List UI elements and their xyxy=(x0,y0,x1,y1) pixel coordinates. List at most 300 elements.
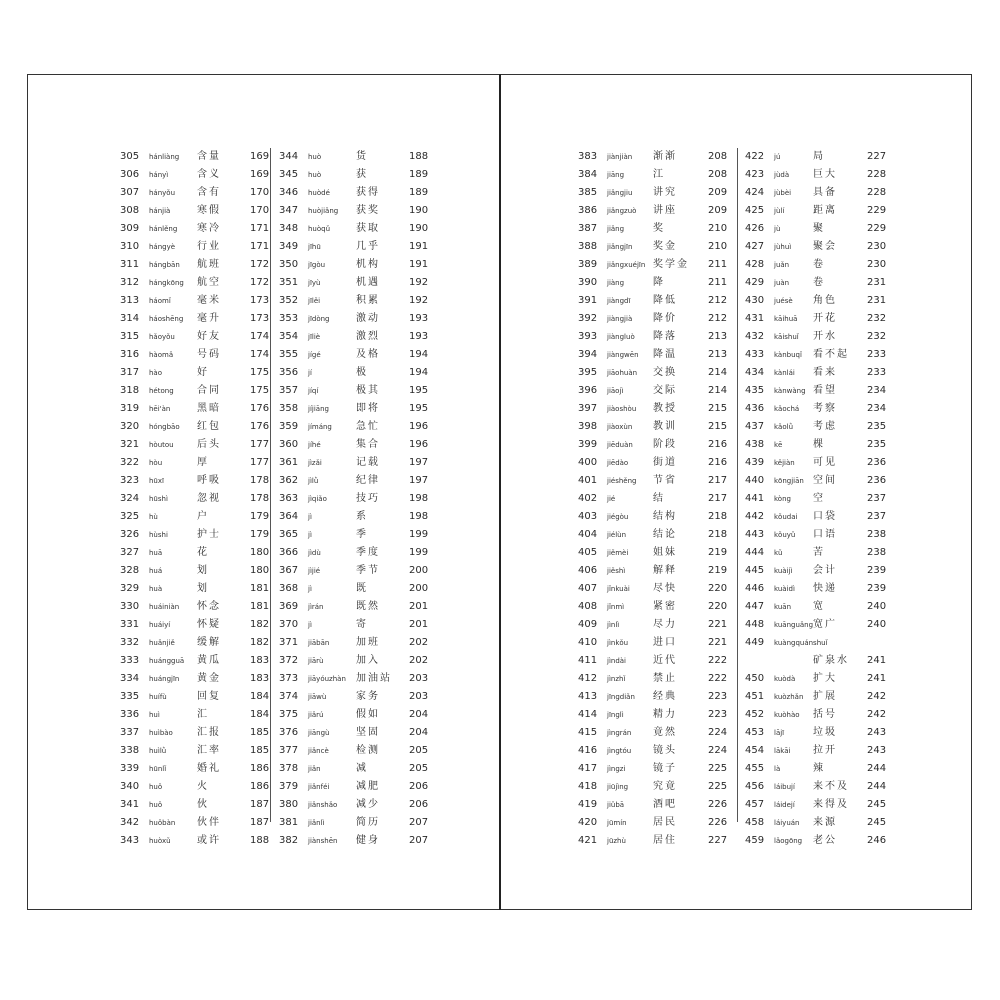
entry-number: 404 xyxy=(578,529,598,540)
entry-pinyin: jiànshēn xyxy=(308,837,338,845)
entry-pinyin: kuàidì xyxy=(774,585,795,593)
entry-pinyin: jiàng xyxy=(607,279,625,287)
entry-hanzi: 火 xyxy=(197,781,209,792)
entry-pinyin: jiǔbā xyxy=(607,801,625,809)
entry-pinyin: jié xyxy=(607,495,616,503)
entry-page: 219 xyxy=(708,565,728,576)
entry-number: 314 xyxy=(120,313,140,324)
entry-hanzi: 护士 xyxy=(197,529,221,540)
entry-page: 176 xyxy=(250,421,270,432)
entry-pinyin: hángkōng xyxy=(149,279,184,287)
entry-page: 238 xyxy=(867,529,887,540)
entry-page: 223 xyxy=(708,691,728,702)
entry-number: 379 xyxy=(279,781,299,792)
entry-hanzi: 矿泉水 xyxy=(813,655,849,666)
entry-number: 381 xyxy=(279,817,299,828)
entry-page: 244 xyxy=(867,781,887,792)
entry-page: 195 xyxy=(409,403,429,414)
entry-page: 220 xyxy=(708,583,728,594)
entry-number: 406 xyxy=(578,565,598,576)
entry-hanzi: 季度 xyxy=(356,547,380,558)
entry-pinyin: huò xyxy=(308,153,322,161)
entry-hanzi: 获奖 xyxy=(356,205,380,216)
entry-number: 398 xyxy=(578,421,598,432)
entry-number: 438 xyxy=(745,439,765,450)
entry-number: 362 xyxy=(279,475,299,486)
entry-page: 232 xyxy=(867,331,887,342)
entry-hanzi: 镜头 xyxy=(653,745,677,756)
entry-page: 232 xyxy=(867,313,887,324)
entry-number: 330 xyxy=(120,601,140,612)
entry-pinyin: jiūjìng xyxy=(607,783,629,791)
entry-number: 433 xyxy=(745,349,765,360)
entry-page: 178 xyxy=(250,475,270,486)
entry-hanzi: 降价 xyxy=(653,313,677,324)
entry-page: 223 xyxy=(708,709,728,720)
entry-page: 186 xyxy=(250,781,270,792)
entry-number: 312 xyxy=(120,277,140,288)
entry-pinyin: jiāohuàn xyxy=(607,369,638,377)
entry-page: 202 xyxy=(409,637,429,648)
entry-pinyin: kǒudai xyxy=(774,513,798,521)
entry-number: 401 xyxy=(578,475,598,486)
entry-number: 311 xyxy=(120,259,140,270)
entry-hanzi: 禁止 xyxy=(653,673,677,684)
entry-number: 383 xyxy=(578,151,598,162)
entry-hanzi: 家务 xyxy=(356,691,380,702)
entry-hanzi: 航空 xyxy=(197,277,221,288)
entry-hanzi: 健身 xyxy=(356,835,380,846)
entry-pinyin: huìbào xyxy=(149,729,173,737)
entry-number: 372 xyxy=(279,655,299,666)
entry-pinyin: hào xyxy=(149,369,163,377)
entry-pinyin: jìngtóu xyxy=(607,747,632,755)
entry-pinyin: kějiàn xyxy=(774,459,795,467)
entry-page: 203 xyxy=(409,673,429,684)
entry-number: 345 xyxy=(279,169,299,180)
entry-hanzi: 扩展 xyxy=(813,691,837,702)
entry-page: 230 xyxy=(867,259,887,270)
entry-hanzi: 开花 xyxy=(813,313,837,324)
entry-page: 227 xyxy=(708,835,728,846)
entry-pinyin: huòqǔ xyxy=(308,225,331,233)
entry-hanzi: 来不及 xyxy=(813,781,849,792)
entry-page: 181 xyxy=(250,583,270,594)
entry-number: 343 xyxy=(120,835,140,846)
entry-number: 347 xyxy=(279,205,299,216)
entry-hanzi: 回复 xyxy=(197,691,221,702)
entry-hanzi: 进口 xyxy=(653,637,677,648)
entry-hanzi: 获得 xyxy=(356,187,380,198)
entry-hanzi: 行业 xyxy=(197,241,221,252)
entry-hanzi: 街道 xyxy=(653,457,677,468)
entry-hanzi: 考察 xyxy=(813,403,837,414)
entry-pinyin: háoshēng xyxy=(149,315,184,323)
entry-pinyin: kē xyxy=(774,441,783,449)
entry-pinyin: jùhuì xyxy=(774,243,792,251)
entry-number: 412 xyxy=(578,673,598,684)
entry-pinyin: jiāwù xyxy=(308,693,327,701)
entry-number: 322 xyxy=(120,457,140,468)
entry-hanzi: 姐妹 xyxy=(653,547,677,558)
entry-number: 423 xyxy=(745,169,765,180)
entry-pinyin: huǎnjiě xyxy=(149,639,175,647)
entry-pinyin: kànbuqǐ xyxy=(774,351,802,359)
entry-hanzi: 技巧 xyxy=(356,493,380,504)
entry-page: 170 xyxy=(250,187,270,198)
entry-pinyin: hǎoyǒu xyxy=(149,333,175,341)
entry-pinyin: juàn xyxy=(774,279,790,287)
entry-pinyin: huò xyxy=(308,171,322,179)
entry-number: 407 xyxy=(578,583,598,594)
entry-hanzi: 渐渐 xyxy=(653,151,677,162)
entry-page: 197 xyxy=(409,457,429,468)
entry-hanzi: 机遇 xyxy=(356,277,380,288)
entry-pinyin: hēi'àn xyxy=(149,405,171,413)
entry-page: 224 xyxy=(708,745,728,756)
entry-hanzi: 精力 xyxy=(653,709,677,720)
entry-hanzi: 呼吸 xyxy=(197,475,221,486)
entry-hanzi: 尽快 xyxy=(653,583,677,594)
entry-hanzi: 合同 xyxy=(197,385,221,396)
entry-pinyin: jīdòng xyxy=(308,315,330,323)
entry-hanzi: 会计 xyxy=(813,565,837,576)
entry-number: 427 xyxy=(745,241,765,252)
entry-page: 207 xyxy=(409,835,429,846)
entry-pinyin: jiābān xyxy=(308,639,330,647)
entry-pinyin: jíjiāng xyxy=(308,405,329,413)
entry-hanzi: 奖学金 xyxy=(653,259,689,270)
entry-number: 378 xyxy=(279,763,299,774)
entry-hanzi: 节省 xyxy=(653,475,677,486)
entry-hanzi: 局 xyxy=(813,151,825,162)
entry-number: 334 xyxy=(120,673,140,684)
entry-number: 369 xyxy=(279,601,299,612)
entry-hanzi: 好友 xyxy=(197,331,221,342)
entry-pinyin: huà xyxy=(149,585,163,593)
entry-pinyin: jìdù xyxy=(308,549,321,557)
entry-hanzi: 忽视 xyxy=(197,493,221,504)
entry-pinyin: hánjià xyxy=(149,207,171,215)
entry-pinyin: hángbān xyxy=(149,261,180,269)
entry-hanzi: 怀念 xyxy=(197,601,221,612)
entry-pinyin: hūnlǐ xyxy=(149,765,167,773)
entry-hanzi: 既 xyxy=(356,583,368,594)
entry-number: 331 xyxy=(120,619,140,630)
entry-pinyin: jiārù xyxy=(308,657,324,665)
entry-page: 237 xyxy=(867,511,887,522)
entry-pinyin: jìnlì xyxy=(607,621,620,629)
entry-page: 231 xyxy=(867,277,887,288)
entry-page: 209 xyxy=(708,187,728,198)
entry-hanzi: 经典 xyxy=(653,691,677,702)
entry-page: 227 xyxy=(867,151,887,162)
entry-pinyin: jiàngluò xyxy=(607,333,635,341)
entry-hanzi: 快递 xyxy=(813,583,837,594)
entry-pinyin: jiǎng xyxy=(607,225,625,233)
entry-hanzi: 距离 xyxy=(813,205,837,216)
entry-page: 221 xyxy=(708,637,728,648)
entry-hanzi: 角色 xyxy=(813,295,837,306)
entry-pinyin: kòng xyxy=(774,495,791,503)
entry-number: 373 xyxy=(279,673,299,684)
entry-number: 410 xyxy=(578,637,598,648)
entry-number: 339 xyxy=(120,763,140,774)
entry-hanzi: 极其 xyxy=(356,385,380,396)
entry-page: 194 xyxy=(409,367,429,378)
entry-pinyin: jiéshěng xyxy=(607,477,637,485)
entry-number: 422 xyxy=(745,151,765,162)
entry-number: 309 xyxy=(120,223,140,234)
entry-number: 342 xyxy=(120,817,140,828)
entry-pinyin: huì xyxy=(149,711,160,719)
entry-pinyin: hòutou xyxy=(149,441,174,449)
entry-page: 175 xyxy=(250,367,270,378)
entry-number: 454 xyxy=(745,745,765,756)
entry-page: 200 xyxy=(409,565,429,576)
entry-hanzi: 究竟 xyxy=(653,781,677,792)
entry-pinyin: jiāojì xyxy=(607,387,624,395)
entry-hanzi: 扩大 xyxy=(813,673,837,684)
entry-hanzi: 航班 xyxy=(197,259,221,270)
entry-pinyin: hùshi xyxy=(149,531,168,539)
entry-page: 241 xyxy=(867,655,887,666)
entry-hanzi: 教授 xyxy=(653,403,677,414)
entry-page: 179 xyxy=(250,511,270,522)
entry-page: 197 xyxy=(409,475,429,486)
entry-page: 225 xyxy=(708,763,728,774)
entry-page: 199 xyxy=(409,529,429,540)
entry-pinyin: jīhū xyxy=(308,243,321,251)
entry-hanzi: 黄金 xyxy=(197,673,221,684)
entry-page: 239 xyxy=(867,565,887,576)
entry-page: 241 xyxy=(867,673,887,684)
entry-page: 236 xyxy=(867,457,887,468)
entry-page: 236 xyxy=(867,475,887,486)
entry-hanzi: 几乎 xyxy=(356,241,380,252)
entry-page: 208 xyxy=(708,169,728,180)
entry-hanzi: 检测 xyxy=(356,745,380,756)
entry-hanzi: 空间 xyxy=(813,475,837,486)
entry-hanzi: 来源 xyxy=(813,817,837,828)
entry-page: 231 xyxy=(867,295,887,306)
entry-pinyin: láidejí xyxy=(774,801,795,809)
entry-pinyin: jìndài xyxy=(607,657,627,665)
entry-pinyin: hóngbāo xyxy=(149,423,180,431)
entry-pinyin: jiēduàn xyxy=(607,441,633,449)
entry-pinyin: huǒbàn xyxy=(149,819,176,827)
entry-number: 425 xyxy=(745,205,765,216)
entry-hanzi: 机构 xyxy=(356,259,380,270)
entry-number: 408 xyxy=(578,601,598,612)
entry-hanzi: 既然 xyxy=(356,601,380,612)
entry-pinyin: kuòzhǎn xyxy=(774,693,804,701)
entry-page: 242 xyxy=(867,691,887,702)
entry-pinyin: huòjiǎng xyxy=(308,207,339,215)
entry-hanzi: 急忙 xyxy=(356,421,380,432)
entry-pinyin: kuān xyxy=(774,603,792,611)
entry-number: 459 xyxy=(745,835,765,846)
entry-page: 179 xyxy=(250,529,270,540)
entry-number: 352 xyxy=(279,295,299,306)
entry-hanzi: 划 xyxy=(197,565,209,576)
entry-hanzi: 结论 xyxy=(653,529,677,540)
entry-number: 388 xyxy=(578,241,598,252)
entry-number: 416 xyxy=(578,745,598,756)
entry-number: 421 xyxy=(578,835,598,846)
entry-page: 205 xyxy=(409,745,429,756)
entry-number: 365 xyxy=(279,529,299,540)
entry-pinyin: lākāi xyxy=(774,747,791,755)
entry-hanzi: 加油站 xyxy=(356,673,392,684)
entry-pinyin: huìlǜ xyxy=(149,747,167,755)
entry-page: 169 xyxy=(250,169,270,180)
entry-pinyin: huòdé xyxy=(308,189,330,197)
entry-hanzi: 口语 xyxy=(813,529,837,540)
entry-page: 186 xyxy=(250,763,270,774)
entry-pinyin: jìqiǎo xyxy=(308,495,327,503)
entry-page: 183 xyxy=(250,673,270,684)
entry-hanzi: 厚 xyxy=(197,457,209,468)
entry-hanzi: 季 xyxy=(356,529,368,540)
entry-pinyin: jiěshì xyxy=(607,567,626,575)
entry-page: 194 xyxy=(409,349,429,360)
entry-page: 199 xyxy=(409,547,429,558)
entry-number: 436 xyxy=(745,403,765,414)
entry-pinyin: jīyù xyxy=(308,279,321,287)
entry-hanzi: 老公 xyxy=(813,835,837,846)
entry-page: 178 xyxy=(250,493,270,504)
entry-page: 233 xyxy=(867,349,887,360)
entry-hanzi: 激动 xyxy=(356,313,380,324)
entry-pinyin: jǐnkuài xyxy=(607,585,630,593)
entry-page: 188 xyxy=(409,151,429,162)
entry-pinyin: jiǎnféi xyxy=(308,783,330,791)
entry-pinyin: jīliè xyxy=(308,333,321,341)
entry-pinyin: jūzhù xyxy=(607,837,626,845)
entry-hanzi: 宽 xyxy=(813,601,825,612)
entry-number: 413 xyxy=(578,691,598,702)
entry-number: 332 xyxy=(120,637,140,648)
entry-pinyin: jìrán xyxy=(308,603,324,611)
entry-number: 450 xyxy=(745,673,765,684)
entry-hanzi: 激烈 xyxy=(356,331,380,342)
entry-pinyin: kànwàng xyxy=(774,387,806,395)
entry-number: 353 xyxy=(279,313,299,324)
entry-hanzi: 寒冷 xyxy=(197,223,221,234)
entry-page: 245 xyxy=(867,799,887,810)
entry-pinyin: huā xyxy=(149,549,163,557)
entry-hanzi: 季节 xyxy=(356,565,380,576)
entry-number: 420 xyxy=(578,817,598,828)
entry-pinyin: hūshì xyxy=(149,495,168,503)
entry-hanzi: 或许 xyxy=(197,835,221,846)
entry-hanzi: 卷 xyxy=(813,277,825,288)
entry-pinyin: kuānguǎng xyxy=(774,621,814,629)
entry-pinyin: huífù xyxy=(149,693,167,701)
entry-page: 205 xyxy=(409,763,429,774)
entry-number: 371 xyxy=(279,637,299,648)
entry-pinyin: jūmín xyxy=(607,819,627,827)
entry-number: 363 xyxy=(279,493,299,504)
entry-hanzi: 怀疑 xyxy=(197,619,221,630)
entry-hanzi: 交换 xyxy=(653,367,677,378)
entry-hanzi: 减 xyxy=(356,763,368,774)
entry-pinyin: jiélùn xyxy=(607,531,627,539)
entry-page: 219 xyxy=(708,547,728,558)
entry-number: 315 xyxy=(120,331,140,342)
entry-hanzi: 好 xyxy=(197,367,209,378)
entry-hanzi: 记载 xyxy=(356,457,380,468)
entry-page: 206 xyxy=(409,781,429,792)
entry-pinyin: hányǒu xyxy=(149,189,176,197)
entry-pinyin: jiāng xyxy=(607,171,625,179)
entry-number: 329 xyxy=(120,583,140,594)
entry-pinyin: huǒ xyxy=(149,801,163,809)
entry-pinyin: hòu xyxy=(149,459,163,467)
entry-number: 417 xyxy=(578,763,598,774)
entry-page: 235 xyxy=(867,439,887,450)
entry-hanzi: 讲究 xyxy=(653,187,677,198)
entry-number: 321 xyxy=(120,439,140,450)
entry-number: 361 xyxy=(279,457,299,468)
entry-hanzi: 婚礼 xyxy=(197,763,221,774)
entry-pinyin: jíqí xyxy=(308,387,319,395)
entry-pinyin: hù xyxy=(149,513,158,521)
entry-hanzi: 汇报 xyxy=(197,727,221,738)
entry-hanzi: 开水 xyxy=(813,331,837,342)
entry-number: 310 xyxy=(120,241,140,252)
entry-page: 244 xyxy=(867,763,887,774)
entry-page: 169 xyxy=(250,151,270,162)
entry-hanzi: 黄瓜 xyxy=(197,655,221,666)
entry-pinyin: jīngdiǎn xyxy=(607,693,635,701)
entry-page: 174 xyxy=(250,349,270,360)
entry-number: 396 xyxy=(578,385,598,396)
entry-hanzi: 减少 xyxy=(356,799,380,810)
entry-number: 367 xyxy=(279,565,299,576)
entry-number: 335 xyxy=(120,691,140,702)
entry-pinyin: jùbèi xyxy=(774,189,792,197)
entry-hanzi: 含量 xyxy=(197,151,221,162)
entry-pinyin: jiǎn xyxy=(308,765,321,773)
entry-hanzi: 获取 xyxy=(356,223,380,234)
entry-page: 180 xyxy=(250,565,270,576)
entry-page: 240 xyxy=(867,619,887,630)
entry-number: 337 xyxy=(120,727,140,738)
column-separator xyxy=(737,148,738,822)
entry-pinyin: jìngzi xyxy=(607,765,626,773)
entry-hanzi: 考虑 xyxy=(813,421,837,432)
entry-number: 444 xyxy=(745,547,765,558)
entry-number: 307 xyxy=(120,187,140,198)
entry-page: 242 xyxy=(867,709,887,720)
entry-pinyin: háomǐ xyxy=(149,297,171,305)
entry-number: 430 xyxy=(745,295,765,306)
entry-number: 306 xyxy=(120,169,140,180)
entry-pinyin: lājī xyxy=(774,729,785,737)
entry-pinyin: jiěmèi xyxy=(607,549,629,557)
entry-pinyin: jiǎnlì xyxy=(308,819,325,827)
entry-pinyin: jùlí xyxy=(774,207,785,215)
entry-pinyin: jīlěi xyxy=(308,297,321,305)
entry-number: 437 xyxy=(745,421,765,432)
entry-pinyin: jiǎngxuéjīn xyxy=(607,261,646,269)
entry-page: 201 xyxy=(409,619,429,630)
entry-page: 229 xyxy=(867,223,887,234)
entry-number: 355 xyxy=(279,349,299,360)
entry-number: 389 xyxy=(578,259,598,270)
